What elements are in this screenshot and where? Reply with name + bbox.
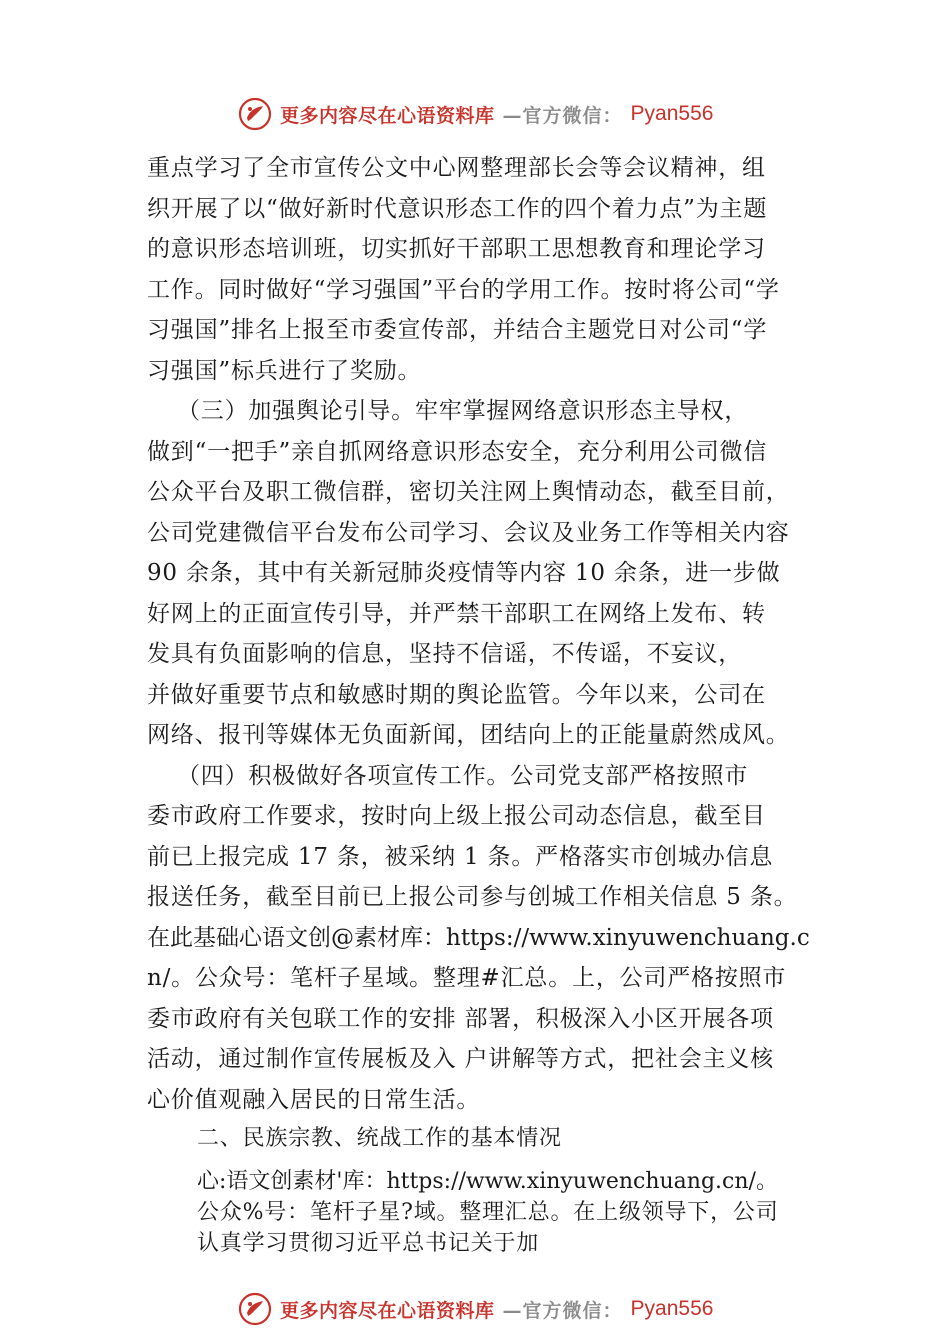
body-line: 织开展了以“做好新时代意识形态工作的四个着力点”为主题 [147, 195, 768, 222]
body-line: 重点学习了全市宣传公文中心网整理部长会等会议精神，组 [147, 155, 766, 181]
header-banner [238, 95, 713, 133]
body-line: 前已上报完成 17 条，被采纳 1 条。严格落实市创城办信息 [147, 843, 774, 870]
body-line: 活动，通过制作宣传展板及入 户讲解等方式，把社会主义核 [147, 1046, 774, 1072]
body-line: 公众平台及职工微信群，密切关注网上舆情动态，截至目前， [147, 479, 790, 505]
body-line: n/。公众号：笔杆子星域。整理#汇总。上，公司严格按照市 [147, 965, 787, 991]
xinyu-logo-icon [238, 97, 272, 131]
body-line: 报送任务，截至目前已上报公司参与创城工作相关信息 5 条。 [147, 884, 798, 910]
body-line: 90 余条，其中有关新冠肺炎疫情等内容 10 余条，进一步做 [147, 560, 781, 586]
footer-banner [238, 1290, 713, 1328]
body-line: 好网上的正面宣传引导，并严禁干部职工在网络上发布、转 [147, 600, 766, 627]
header-brand-text: 更多内容尽在心语资料库 [280, 104, 495, 127]
body-line: 公司党建微信平台发布公司学习、会议及业务工作等相关内容 [147, 519, 790, 546]
body-line: 习强国”标兵进行了奖励。 [147, 357, 422, 384]
xinyu-logo-icon [238, 1292, 272, 1326]
section-two-line: 心:语文创素材'库：https://www.xinyuwenchuang.cn/。 [197, 1169, 778, 1194]
body-line: 的意识形态培训班，切实抓好干部职工思想教育和理论学习 [147, 236, 766, 262]
paragraph-three-start: （三）加强舆论引导。牢牢掌握网络意识形态主导权， [177, 398, 749, 424]
body-line: 发具有负面影响的信息，坚持不信谣，不传谣，不妄议， [147, 641, 742, 667]
header-wechat-id: Pyan556 [630, 102, 714, 125]
body-line: 做到“一把手”亲自抓网络意识形态安全，充分利用公司微信 [147, 438, 768, 465]
section-two-line: 认真学习贯彻习近平总书记关于加 [197, 1231, 540, 1256]
body-line: 工作。同时做好“学习强国”平台的学用工作。按时将公司“学 [147, 276, 780, 303]
section-two [197, 1116, 847, 1259]
body-line: 并做好重要节点和敏感时期的舆论监管。今年以来，公司在 [147, 681, 766, 708]
footer-brand-text: 更多内容尽在心语资料库 [280, 1299, 495, 1322]
body-line: 委市政府有关包联工作的安排 部署，积极深入小区开展各项 [147, 1005, 774, 1032]
section-two-heading: 二、民族宗教、统战工作的基本情况 [197, 1126, 562, 1151]
header-dash-text: —官方微信： [502, 104, 623, 127]
body-line: 委市政府工作要求，按时向上级上报公司动态信息，截至目 [147, 803, 766, 829]
body-line: 心价值观融入居民的日常生活。 [147, 1086, 481, 1113]
body-line: 习强国”排名上报至市委宣传部，并结合主题党日对公司“学 [147, 317, 768, 343]
footer-wechat-id: Pyan556 [630, 1297, 714, 1320]
footer-dash-text: —官方微信： [502, 1299, 623, 1322]
document-body [147, 148, 847, 1120]
body-line: 网络、报刊等媒体无负面新闻，团结向上的正能量蔚然成风。 [147, 722, 790, 748]
section-two-line: 公众%号：笔杆子星?域。整理汇总。在上级领导下，公司 [197, 1200, 779, 1225]
body-line: 在此基础心语文创@素材库：https://www.xinyuwenchuang.c [147, 924, 810, 951]
paragraph-four-start: （四）积极做好各项宣传工作。公司党支部严格按照市 [177, 762, 749, 789]
